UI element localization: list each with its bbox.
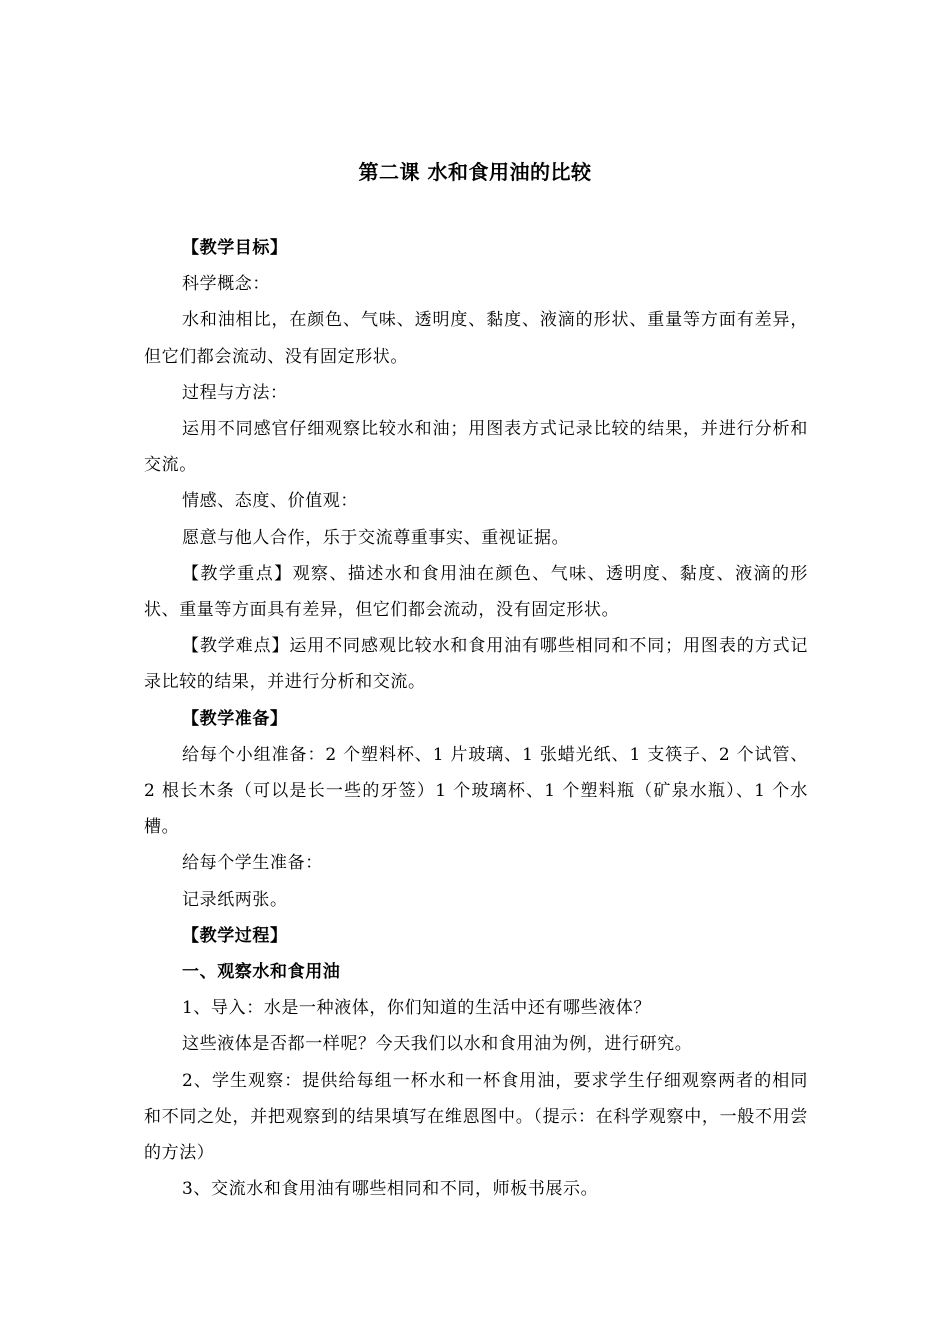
paragraph-step-2: 2、学生观察：提供给每组一杯水和一杯食用油，要求学生仔细观察两者的相同和不同之处，并把观察到的结果填写在维恩图中。（提示：在科学观察中，一般不用尝的方法）: [144, 1070, 808, 1164]
paragraph-step-3: 3、交流水和食用油有哪些相同和不同，师板书展示。: [182, 1179, 599, 1200]
paragraph-attitude: 愿意与他人合作，乐于交流尊重事实、重视证据。: [182, 527, 570, 548]
paragraph-student-materials: 记录纸两张。: [182, 889, 288, 910]
paragraph-group-materials: 给每个小组准备：2 个塑料杯、1 片玻璃、1 张蜡光纸、1 支筷子、2 个试管、2 根长木条（可以是长一些的牙签）1 个玻璃杯、1 个塑料瓶（矿泉水瓶）、1 个水槽。: [144, 744, 808, 838]
paragraph-attitude-label: 情感、态度、价值观：: [182, 491, 358, 512]
paragraph-student-materials-label: 给每个学生准备：: [182, 853, 323, 874]
section-heading-process: 【教学过程】: [182, 925, 288, 946]
paragraph-difficulties: 【教学难点】运用不同感观比较水和食用油有哪些相同和不同；用图表的方式记录比较的结果，并进行分析和交流。: [144, 636, 808, 693]
paragraph-step-1: 1、导入：水是一种液体，你们知道的生活中还有哪些液体？: [182, 998, 652, 1019]
document-body: [144, 230, 808, 1207]
subsection-heading-observe: 一、观察水和食用油: [182, 962, 341, 983]
paragraph-key-points: 【教学重点】观察、描述水和食用油在颜色、气味、透明度、黏度、液滴的形状、重量等方面具有差异，但它们都会流动，没有固定形状。: [144, 563, 808, 621]
paragraph-science-concept-label: 科学概念：: [182, 274, 270, 295]
page-title: 第二课 水和食用油的比较: [358, 160, 592, 184]
paragraph-process-method-label: 过程与方法：: [182, 382, 288, 403]
section-heading-objectives: 【教学目标】: [182, 238, 288, 258]
paragraph-science-concept: 水和油相比，在颜色、气味、透明度、黏度、液滴的形状、重量等方面有差异，但它们都会流动、没有固定形状。: [144, 310, 808, 367]
section-heading-preparation: 【教学准备】: [182, 708, 288, 729]
paragraph-step-1-cont: 这些液体是否都一样呢？今天我们以水和食用油为例，进行研究。: [182, 1034, 693, 1055]
paragraph-process-method: 运用不同感官仔细观察比较水和油；用图表方式记录比较的结果，并进行分析和交流。: [144, 419, 808, 476]
